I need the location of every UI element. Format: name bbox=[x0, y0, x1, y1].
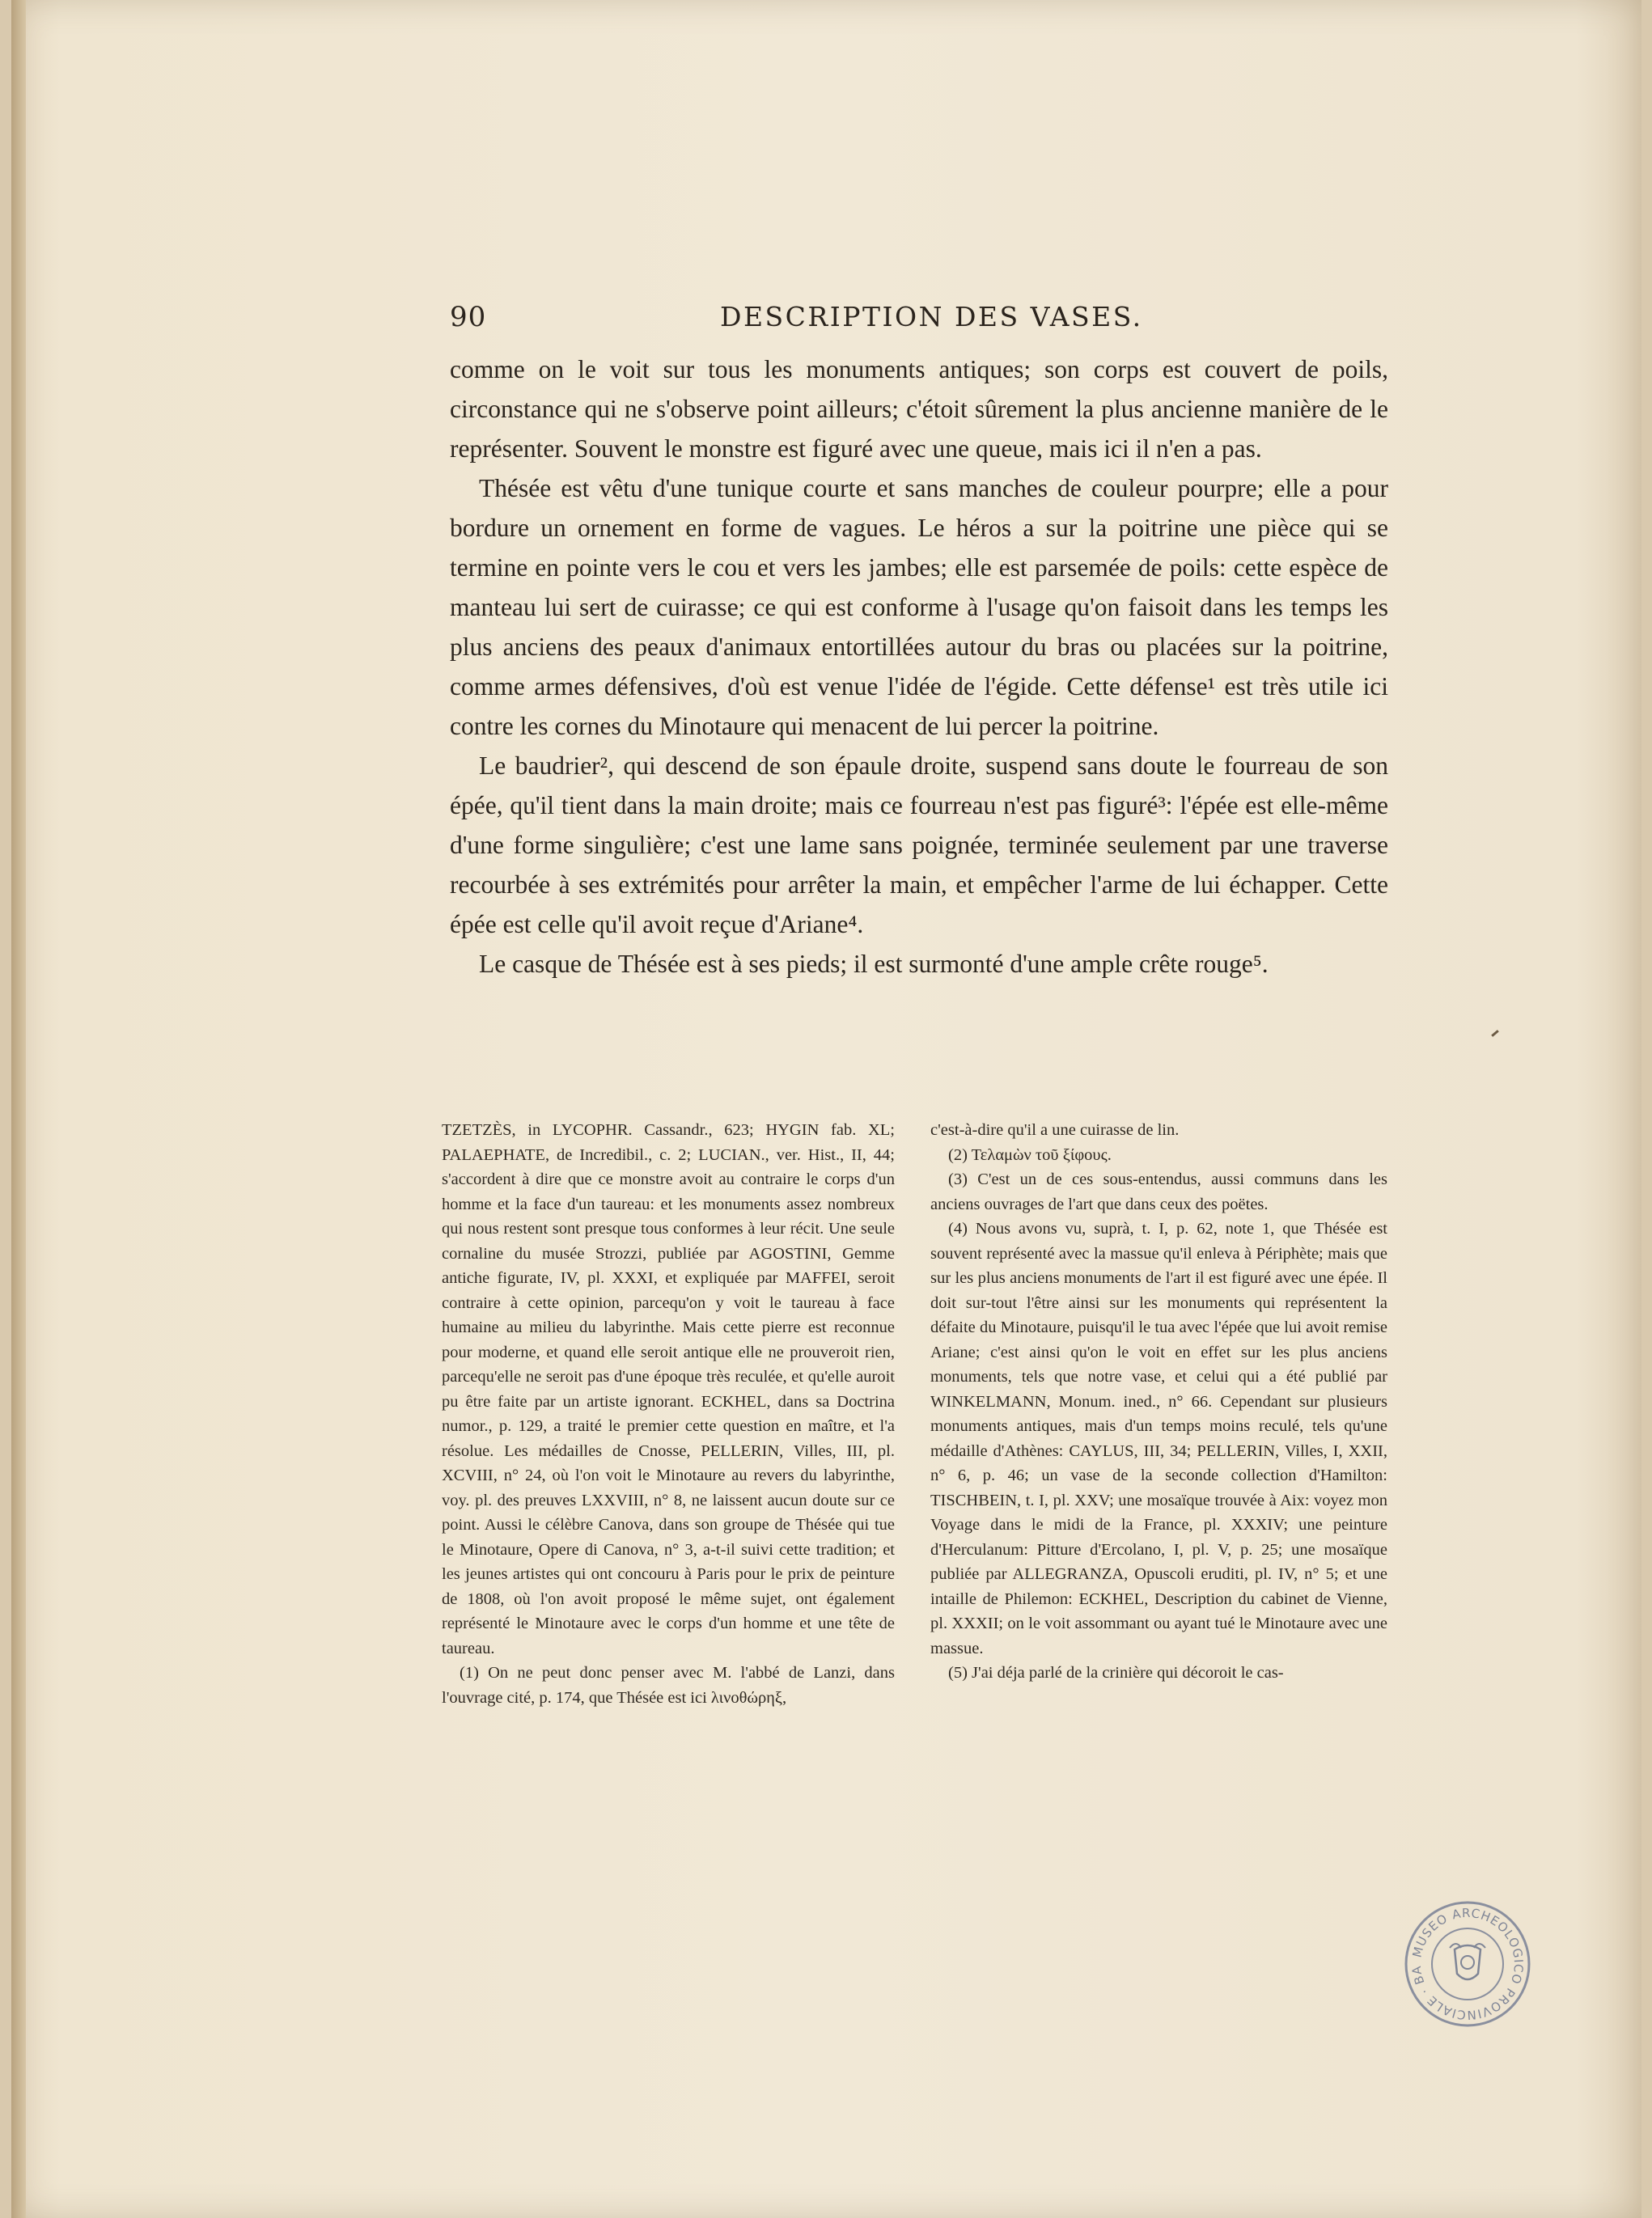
main-paragraph: Le casque de Thésée est à ses pieds; il est surmonté d'une ample crête rouge⁵. bbox=[479, 950, 1269, 978]
page-edge bbox=[11, 0, 26, 2218]
page-number: 90 bbox=[450, 301, 487, 333]
footnote: (3) C'est un de ces sous-entendus, aussi communs dans les anciens ouvrages de l'art que dans ceux des poëtes. bbox=[930, 1170, 1387, 1213]
footnotes-right-column bbox=[930, 1118, 1387, 1686]
main-paragraph: comme on le voit sur tous les monuments antiques; son corps est couvert de poils, circonstance qui ne s'observe point ailleurs; c'étoit sûrement la plus ancienne manière de le représenter. Souvent le monstre est figuré avec une queue, mais ici il n'en a pas. bbox=[450, 355, 1388, 463]
stamp-text: MUSEO ARCHEOLOGICO PROVINCIALE · BA bbox=[1408, 1905, 1527, 2023]
page-header bbox=[450, 301, 1388, 341]
footnote: (2) Τελαμὼν τοῦ ξίφους. bbox=[948, 1145, 1112, 1164]
footnote: (4) Nous avons vu, suprà, t. I, p. 62, note 1, que Thésée est souvent représenté avec la massue qu'il enleva à Périphète; mais que sur les plus anciens monuments de l'art il est figuré avec une épée. Il doit sur-tout l'être ainsi sur les monuments qui représentent la défaite du Minotaure, puisqu'il le tua avec l'épée que lui avoit remise Ariane; c'est ainsi qu'on le voit en effet sur les plus anciens monuments, tels que notre vase, et celui qui a été publié par WINKELMANN, Monum. ined., n° 66. Cependant sur plusieurs monuments antiques, mais d'un temps moins reculé, tels qu'une médaille d'Athènes: CAYLUS, III, 34; PELLERIN, Villes, I, XXII, n° 6, p. 46; un vase de la seconde collection d'Hamilton: TISCHBEIN, t. I, pl. XXV; une mosaïque trouvée à Aix: voyez mon Voyage dans le midi de la France, pl. XXXIV; une peinture d'Herculanum: Pitture d'Ercolano, I, pl. V, p. 25; une mosaïque publiée par ALLEGRANZA, Opuscoli eruditi, pl. IV, n° 5; et une intaille de Philemon: ECKHEL, Description du cabinet de Vienne, pl. XXXII; on le voit assommant ou ayant tué le Minotaure avec une massue. bbox=[930, 1220, 1387, 1657]
main-paragraph: Thésée est vêtu d'une tunique courte et sans manches de couleur pourpre; elle a pour bordure un ornement en forme de vagues. Le héros a sur la poitrine une pièce qui se termine en pointe vers le cou et vers les jambes; elle est parsemée de poils: cette espèce de manteau lui sert de cuirasse; ce qui est conforme à l'usage qu'on faisoit dans les temps les plus anciens des peaux d'animaux entortillées autour du bras ou placées sur la poitrine, comme armes défensives, d'où est venue l'idée de l'égide. Cette défense¹ est très utile ici contre les cornes du Minotaure qui menacent de lui percer la poitrine. bbox=[450, 474, 1388, 740]
footnote: (5) J'ai déja parlé de la crinière qui décoroit le cas- bbox=[948, 1664, 1284, 1682]
footnote: TZETZÈS, in LYCOPHR. Cassandr., 623; HYGIN fab. XL; PALAEPHATE, de Incredibil., c. 2; LUCIAN., ver. Hist., II, 44; s'accordent à dire que ce monstre avoit au contraire le corps d'un homme et la face d'un taureau: et les monuments assez nombreux qui nous restent sont presque tous conformes à leur récit. Une seule cornaline du musée Strozzi, publiée par AGOSTINI, Gemme antiche figurate, IV, pl. XXXI, et expliquée par MAFFEI, seroit contraire à cette opinion, parcequ'on y voit le taureau à face humaine au milieu du labyrinthe. Mais cette pierre est reconnue pour moderne, et quand elle seroit antique elle ne prouveroit rien, parcequ'elle ne seroit pas d'une époque très reculée, et qu'elle auroit pu être faite par un artiste ignorant. ECKHEL, dans sa Doctrina numor., p. 129, a traité le premier cette question en maître, et l'a résolue. Les médailles de Cnosse, PELLERIN, Villes, III, pl. XCVIII, n° 24, où l'on voit le Minotaure au revers du labyrinthe, voy. pl. des preuves LXXVIII, n° 8, ne laissent aucun doute sur ce point. Aussi le célèbre Canova, dans son groupe de Thésée qui tue le Minotaure, Opere di Canova, n° 3, a-t-il suivi cette tradition; et les jeunes artistes qui ont concouru à Paris pour le prix de peinture de 1808, où l'on avoit proposé le même sujet, ont également représenté le Minotaure avec le corps d'un homme et une tête de taureau. bbox=[442, 1121, 895, 1657]
footnote: (1) On ne peut donc penser avec M. l'abbé de Lanzi, dans l'ouvrage cité, p. 174, que Thésée est ici λινοθώρηξ, bbox=[442, 1664, 895, 1707]
main-text bbox=[450, 349, 1388, 984]
footnotes-left-column bbox=[442, 1118, 895, 1710]
footnote: c'est-à-dire qu'il a une cuirasse de lin. bbox=[930, 1121, 1180, 1139]
running-title: DESCRIPTION DES VASES. bbox=[720, 301, 1143, 332]
museum-stamp bbox=[1403, 1899, 1532, 2029]
main-paragraph: Le baudrier², qui descend de son épaule droite, suspend sans doute le fourreau de son épée, qu'il tient dans la main droite; mais ce fourreau n'est pas figuré³: l'épée est elle-même d'une forme singulière; c'est une lame sans poignée, terminée seulement par une traverse recourbée à ses extrémités pour arrêter la main, et empêcher l'arme de lui échapper. Cette épée est celle qu'il avoit reçue d'Ariane⁴. bbox=[450, 751, 1388, 938]
stamp-seal-icon bbox=[1403, 1899, 1532, 2029]
